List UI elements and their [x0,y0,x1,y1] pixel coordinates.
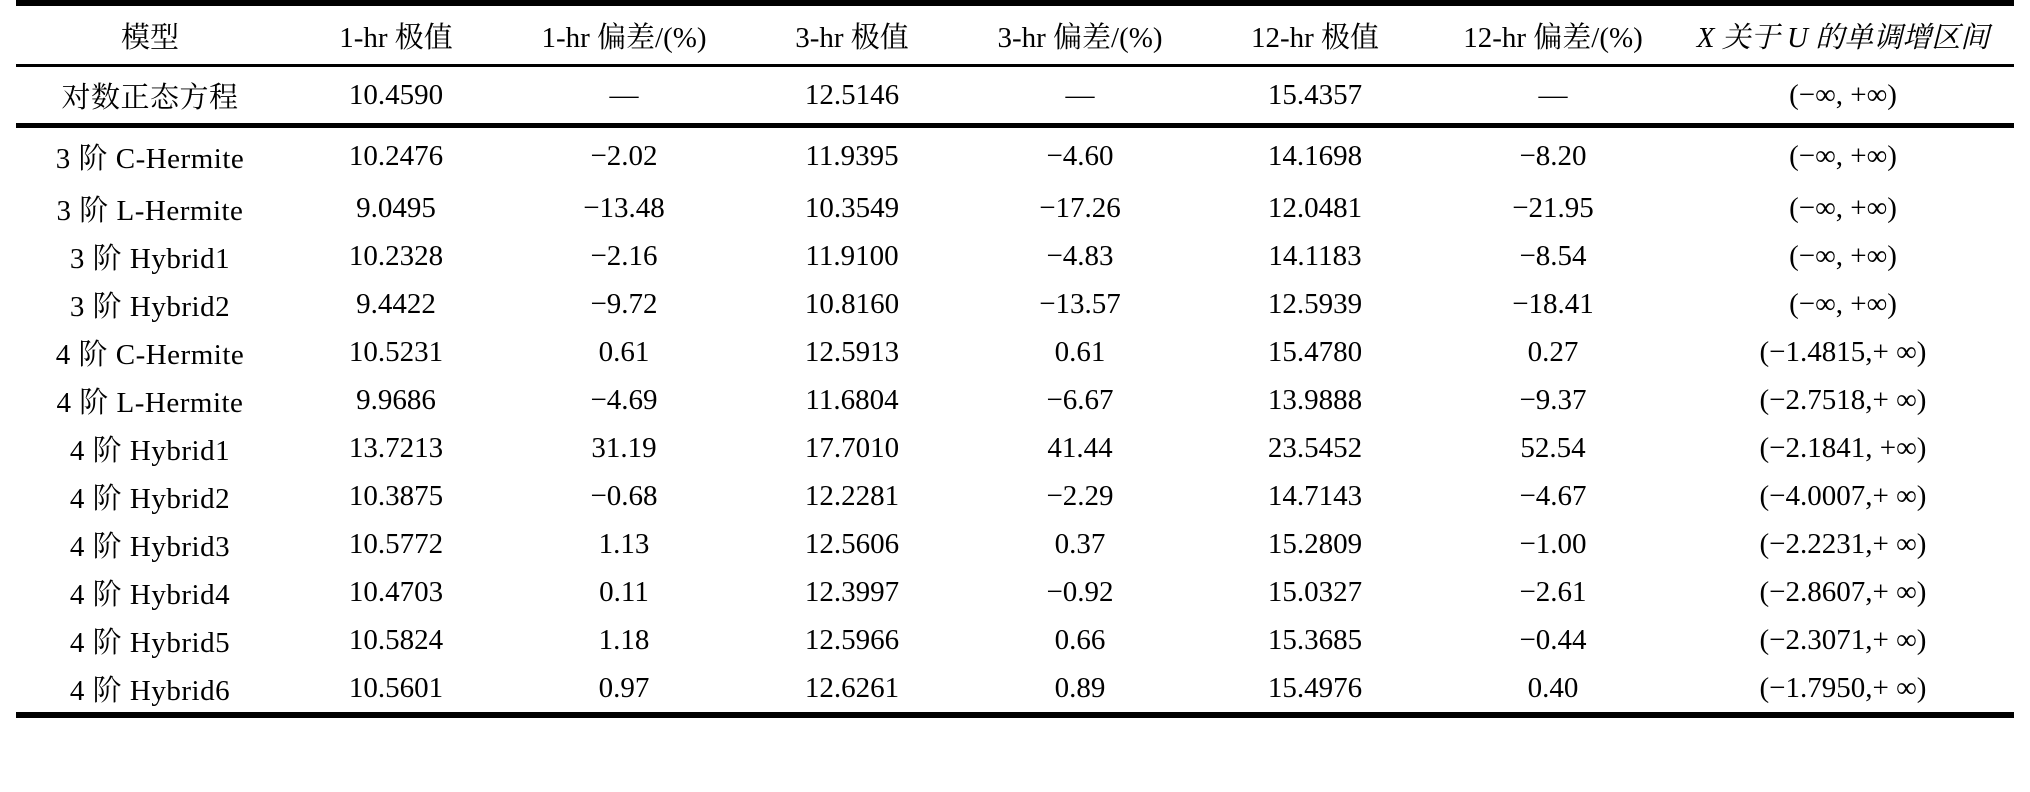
cell-monotonic-interval: (−∞, +∞) [1789,287,1897,320]
table-row [16,520,2014,568]
cell-12hr-extreme: 14.1698 [1196,126,1434,185]
header-row [16,3,2014,66]
cell-model: 4 阶 Hybrid6 [69,674,231,707]
cell-3hr-extreme: 12.5146 [740,66,964,126]
cell-1hr-deviation: −0.68 [590,479,658,512]
cell-model: 3 阶 C-Hermite [16,126,284,185]
cell-1hr-extreme: 10.5824 [348,623,444,656]
cell-monotonic-interval: (−1.4815,+ ∞) [1759,335,1927,368]
table-row [16,232,2014,280]
cell-3hr-extreme: 10.8160 [804,287,900,320]
cell-1hr-extreme: 10.2328 [348,239,444,272]
table-row [16,424,2014,472]
cell-1hr-deviation: 0.61 [598,335,650,368]
cell-1hr-deviation: −2.16 [590,239,658,272]
cell-3hr-deviation: −6.67 [1046,383,1114,416]
cell-1hr-deviation: — [508,66,740,126]
cell-12hr-deviation: −2.61 [1519,575,1587,608]
cell-12hr-extreme: 14.7143 [1267,479,1363,512]
cell-12hr-deviation: −8.20 [1434,126,1672,185]
cell-monotonic-interval: (−∞, +∞) [1789,239,1897,272]
cell-monotonic-interval: (−2.2231,+ ∞) [1759,527,1927,560]
table-row [16,328,2014,376]
cell-12hr-extreme: 15.3685 [1267,623,1363,656]
cell-3hr-deviation: 0.66 [1054,623,1106,656]
column-header-model: 模型 [16,3,284,66]
cell-1hr-deviation: −2.02 [508,126,740,185]
cell-12hr-deviation: −9.37 [1519,383,1587,416]
cell-3hr-deviation: −13.57 [1039,287,1121,320]
cell-monotonic-interval: (−2.7518,+ ∞) [1759,383,1927,416]
cell-1hr-extreme: 9.9686 [356,383,436,416]
cell-3hr-extreme: 11.9100 [805,239,899,272]
cell-12hr-deviation: 0.40 [1527,671,1579,704]
cell-1hr-extreme: 10.4590 [284,66,508,126]
cell-1hr-deviation: 1.13 [598,527,650,560]
cell-12hr-deviation: — [1434,66,1672,126]
cell-12hr-deviation: 52.54 [1520,431,1586,464]
cell-12hr-deviation: −21.95 [1512,191,1594,224]
cell-1hr-deviation: 31.19 [591,431,657,464]
cell-3hr-extreme: 10.3549 [804,191,900,224]
table-body [16,66,2014,713]
cell-3hr-deviation: 0.37 [1054,527,1106,560]
cell-monotonic-interval: (−4.0007,+ ∞) [1759,479,1927,512]
column-header-3hr-extreme: 3-hr 极值 [740,3,964,66]
cell-1hr-extreme: 10.5601 [348,671,444,704]
cell-1hr-extreme: 13.7213 [348,431,444,464]
cell-model: 3 阶 Hybrid1 [69,242,231,275]
table-row [16,472,2014,520]
cell-monotonic-interval: (−1.7950,+ ∞) [1759,671,1927,704]
cell-3hr-deviation: −4.83 [1046,239,1114,272]
cell-12hr-extreme: 12.5939 [1267,287,1363,320]
cell-1hr-extreme: 9.4422 [356,287,436,320]
cell-3hr-deviation: 0.89 [1054,671,1106,704]
cell-model: 4 阶 Hybrid4 [69,578,231,611]
cell-1hr-deviation: −4.69 [590,383,658,416]
column-header-12hr-extreme: 12-hr 极值 [1196,3,1434,66]
table-row [16,66,2014,126]
cell-12hr-deviation: 0.27 [1527,335,1579,368]
column-header-monotonic-interval: X 关于 U 的单调增区间 [1672,3,2014,66]
table-row [16,568,2014,616]
cell-model: 4 阶 Hybrid1 [69,434,231,467]
cell-3hr-extreme: 17.7010 [804,431,900,464]
cell-1hr-extreme: 10.5772 [348,527,444,560]
cell-1hr-deviation: 1.18 [598,623,650,656]
column-header-3hr-deviation: 3-hr 偏差/(%) [964,3,1196,66]
cell-1hr-deviation: −9.72 [590,287,658,320]
cell-monotonic-interval: (−2.1841, +∞) [1759,431,1927,464]
table-row [16,664,2014,712]
cell-model: 3 阶 Hybrid2 [69,290,231,323]
cell-12hr-extreme: 15.4780 [1267,335,1363,368]
cell-3hr-deviation: −4.60 [964,126,1196,185]
table-row [16,376,2014,424]
cell-3hr-deviation: −0.92 [1046,575,1114,608]
cell-12hr-deviation: −8.54 [1519,239,1587,272]
cell-model: 3 阶 L-Hermite [56,194,244,227]
cell-model: 4 阶 Hybrid3 [69,530,231,563]
cell-3hr-deviation: — [964,66,1196,126]
cell-12hr-deviation: −1.00 [1519,527,1587,560]
cell-3hr-extreme: 12.2281 [804,479,900,512]
cell-3hr-extreme: 12.5606 [804,527,900,560]
cell-model: 4 阶 Hybrid5 [69,626,231,659]
cell-1hr-deviation: 0.11 [599,575,649,608]
cell-3hr-extreme: 11.9395 [740,126,964,185]
cell-3hr-extreme: 12.3997 [804,575,900,608]
cell-12hr-deviation: −18.41 [1512,287,1594,320]
cell-12hr-extreme: 12.0481 [1267,191,1363,224]
cell-1hr-extreme: 10.2476 [284,126,508,185]
cell-12hr-extreme: 15.4976 [1267,671,1363,704]
results-table [16,0,2014,712]
cell-12hr-extreme: 15.2809 [1267,527,1363,560]
cell-1hr-extreme: 10.3875 [348,479,444,512]
cell-monotonic-interval: (−2.8607,+ ∞) [1759,575,1927,608]
cell-1hr-deviation: 0.97 [598,671,650,704]
table-bottom-rule [16,712,2014,718]
cell-12hr-deviation: −4.67 [1519,479,1587,512]
cell-12hr-extreme: 15.0327 [1267,575,1363,608]
cell-3hr-extreme: 12.5966 [804,623,900,656]
cell-3hr-deviation: 41.44 [1047,431,1113,464]
cell-12hr-extreme: 14.1183 [1268,239,1362,272]
column-header-12hr-deviation: 12-hr 偏差/(%) [1434,3,1672,66]
cell-12hr-extreme: 15.4357 [1196,66,1434,126]
cell-3hr-deviation: 0.61 [1054,335,1106,368]
cell-12hr-extreme: 23.5452 [1267,431,1363,464]
table-row [16,184,2014,232]
table-row [16,280,2014,328]
cell-1hr-extreme: 9.0495 [356,191,436,224]
cell-model: 4 阶 Hybrid2 [69,482,231,515]
cell-12hr-extreme: 13.9888 [1267,383,1363,416]
cell-monotonic-interval: (−∞, +∞) [1672,66,2014,126]
cell-3hr-extreme: 12.6261 [804,671,900,704]
cell-model: 4 阶 L-Hermite [56,386,244,419]
cell-12hr-deviation: −0.44 [1519,623,1587,656]
cell-model: 对数正态方程 [16,66,284,126]
cell-3hr-extreme: 11.6804 [805,383,899,416]
table-row [16,616,2014,664]
cell-monotonic-interval: (−∞, +∞) [1789,191,1897,224]
cell-3hr-deviation: −17.26 [1039,191,1121,224]
cell-3hr-deviation: −2.29 [1046,479,1114,512]
cell-model: 4 阶 C-Hermite [55,338,245,371]
column-header-1hr-extreme: 1-hr 极值 [284,3,508,66]
cell-1hr-extreme: 10.5231 [348,335,444,368]
cell-monotonic-interval: (−∞, +∞) [1672,126,2014,185]
column-header-1hr-deviation: 1-hr 偏差/(%) [508,3,740,66]
table-row [16,126,2014,185]
cell-3hr-extreme: 12.5913 [804,335,900,368]
cell-1hr-extreme: 10.4703 [348,575,444,608]
cell-1hr-deviation: −13.48 [583,191,665,224]
cell-monotonic-interval: (−2.3071,+ ∞) [1759,623,1927,656]
table-header [16,3,2014,66]
